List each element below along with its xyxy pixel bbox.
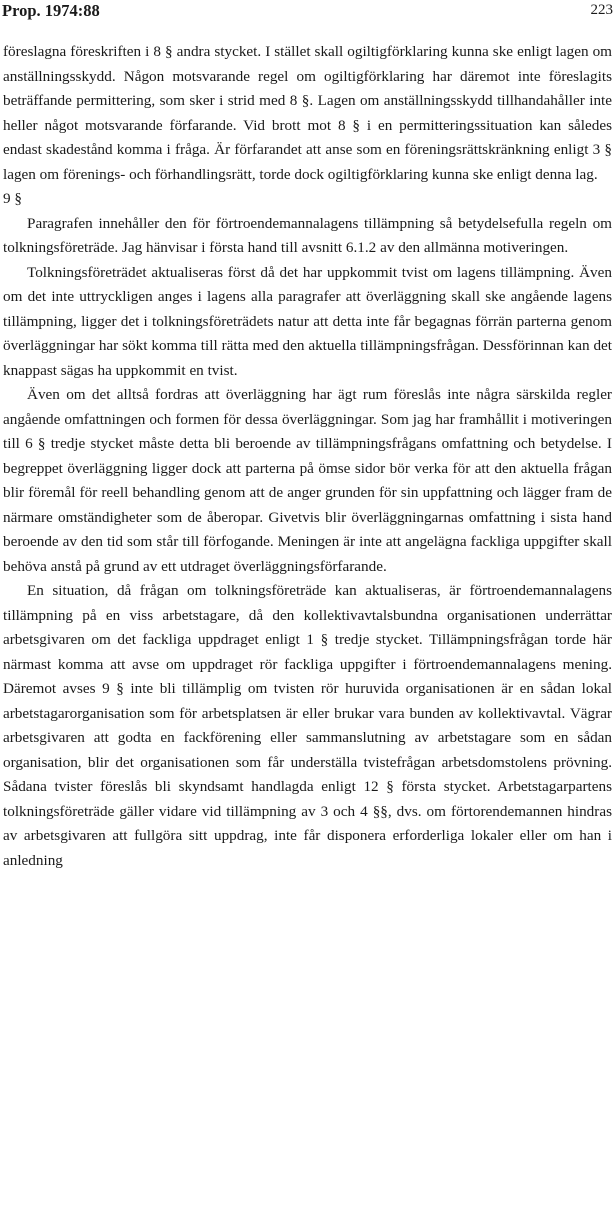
body-text (3, 40, 612, 873)
paragraph-continuation: föreslagna föreskriften i 8 § andra stycket. I stället skall ogiltigförklaring kunna ske enligt lagen om anställningsskydd. Någon motsvarande regel om ogiltigförklaring har däremot inte föreslagits beträffande permittering, som sker i strid med 8 §. Lagen om anställningsskydd tillhandahåller inte heller något motsvarande förfarande. Vid brott mot 8 § i en permitteringssituation kan således endast skadestånd komma i fråga. Är förfarandet att anse som en föreningsrättskränkning enligt 3 § lagen om förenings- och förhandlingsrätt, torde dock ogiltigförklaring kunna ske enligt denna lag. (3, 43, 612, 183)
page-number: 223 (590, 2, 613, 18)
paragraph: Paragrafen innehåller den för förtroendemannalagens tillämpning så betydelsefulla regeln om tolkningsföreträde. Jag hänvisar i första hand till avsnitt 6.1.2 av den allmänna motiveringen. (3, 214, 612, 256)
paragraph: En situation, då frågan om tolkningsföreträde kan aktualiseras, är förtroendemannalagens tillämpning på en viss arbetstagare, då den kollektivavtalsbundna organisationen underrättar arbetsgivaren om det fackliga uppdraget enligt 1 § tredje stycket. Tillämpningsfrågan torde här närmast komma att avse om uppdraget rör fackliga uppgifter i förtroendemannalagens mening. Däremot avses 9 § inte bli tillämplig om tvisten rör huruvida organisationen är en sådan lokal arbetstagarorganisation som för arbetsplatsen är eller brukar vara bunden av kollektivavtal. Vägrar arbetsgivaren att godta en fackförening eller sammanslutning av arbetstagare som en sådan organisation, blir det organisationen som får underställa tvistefrågan arbetsdomstolens prövning. Sådana tvister föreslås bli skyndsamt handlagda enligt 12 § första stycket. Arbetstagarpartens tolkningsföreträde gäller vidare vid tillämpning av 3 och 4 §§, dvs. om förtorendemannen hindras av arbetsgivaren att fullgöra sitt uppdrag, inte får disponera erforderliga lokaler eller om han i anledning (3, 582, 612, 869)
document-reference: Prop. 1974:88 (2, 1, 100, 20)
paragraph: Även om det alltså fordras att överläggning har ägt rum föreslås inte några särskilda regler angående omfattningen och formen för dessa överläggningar. Som jag har framhållit i motiveringen till 6 § tredje stycket måste detta bli beroende av tillämpningsfrågans omfattning och betydelse. I begreppet överläggning ligger dock att parterna på ömse sidor bör verka för att den aktuella frågan blir föremål för reell behandling genom att de anger grunden för sin uppfattning och lägger fram de närmare omständigheter som de åberopar. Givetvis blir överläggningarnas omfattning i sista hand beroende av den tid som står till förfogande. Meningen är inte att angelägna fackliga uppgifter skall behöva anstå på grund av ett utdraget överläggningsförfarande. (3, 386, 612, 575)
paragraph: Tolkningsföreträdet aktualiseras först då det har uppkommit tvist om lagens tillämpning. Även om det inte uttryckligen anges i lagens alla paragrafer att överläggning skall ske angående lagens tillämpning, ligger det i tolkningsföreträdets natur att detta inte får begagnas förrän parterna genom överläggningar har sökt komma till rätta med den aktuella tillämpningsfrågan. Dessförinnan kan det knappast sägas ha uppkommit en tvist. (3, 263, 612, 379)
page-header (0, 0, 613, 24)
section-heading: 9 § (3, 190, 22, 207)
